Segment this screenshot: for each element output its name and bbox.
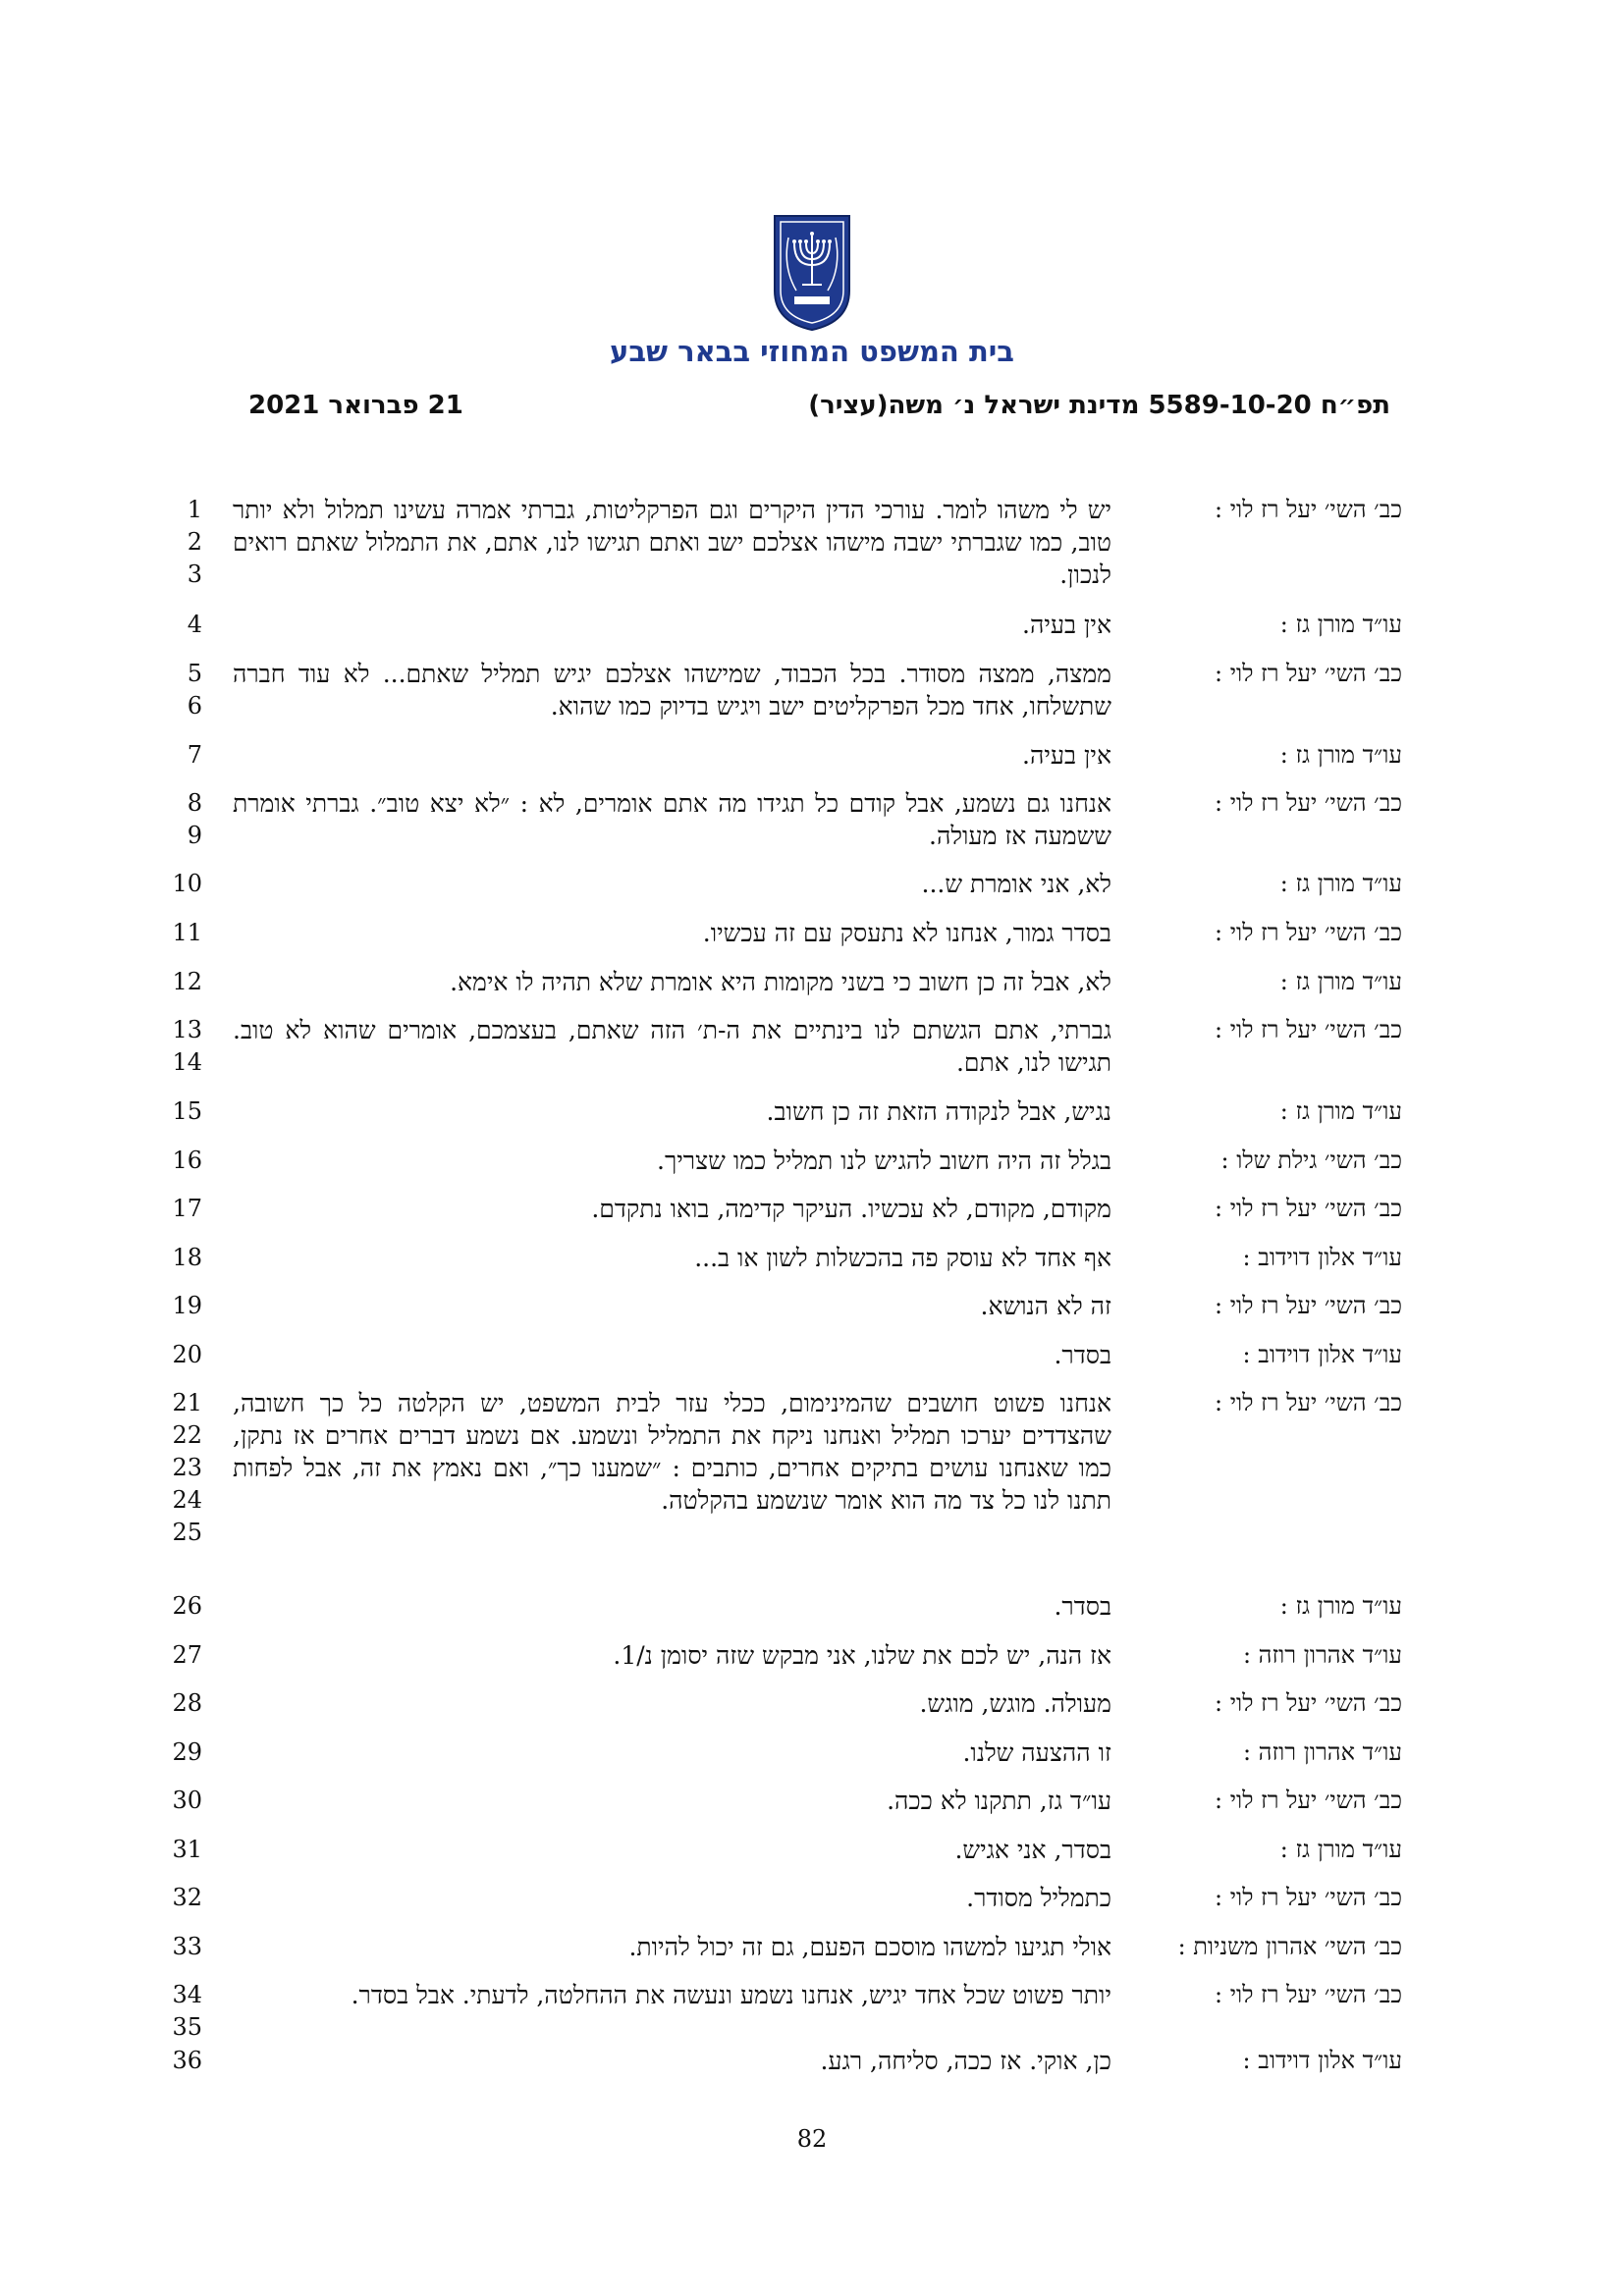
speech-text: יותר פשוט שכל אחד יגיש, אנחנו נשמע ונעשה את ההחלטה, לדעתי. אבל בסדר.: [351, 1981, 1111, 2009]
speech-text: אנחנו גם נשמע, אבל קודם כל תגידו מה אתם אומרים, לא : ״לא יצא טוב״. גברתי אומרת ששמעה אז מעולה.: [233, 789, 1111, 850]
line-numbers: 7: [187, 741, 202, 769]
speaker-label: עו״ד אהרון רוזה :: [1242, 1738, 1402, 1766]
line-numbers: 21 22 23 24 25: [172, 1389, 202, 1546]
speech-text: גברתי, אתם הגשתם לנו בינתיים את ה-ת׳ הזה שאתם, בעצמכם, אומרים שהוא לא טוב. תגישו לנו, אתם.: [233, 1016, 1111, 1077]
speaker-label: עו״ד מורן גז :: [1279, 1836, 1402, 1863]
speaker-label: עו״ד מורן גז :: [1279, 741, 1402, 769]
speaker-label: כב׳ השי׳ יעל רז לוי :: [1215, 496, 1402, 523]
speech-text: כתמליל מסודר.: [966, 1884, 1111, 1912]
speech-text: אנחנו פשוט חושבים שהמינימום, ככלי עזר לבית המשפט, יש הקלטה כל כך חשובה, שהצדדים יערכו תמליל ואנחנו ניקח את התמליל ונשמע. אם נשמע דברים אחרים אז נתקן, כמו שאנחנו עושים בתיקים אחרים, כותבים : ״שמענו כך״, ואם נאמץ את זה, אבל לפחות תתנו לנו כל צד מה הוא אומר שנשמע בהקלטה.: [233, 1389, 1111, 1515]
speech-text: בגלל זה היה חשוב להגיש לנו תמליל כמו שצריך.: [657, 1147, 1111, 1175]
speech-text: אין בעיה.: [1022, 741, 1111, 770]
line-numbers: 17: [172, 1195, 202, 1222]
line-numbers: 16: [172, 1147, 202, 1174]
speech-text: מעולה. מוגש, מוגש.: [919, 1689, 1111, 1718]
line-numbers: 1 2 3: [187, 496, 202, 588]
line-numbers: 36: [172, 2047, 202, 2074]
speaker-label: עו״ד מורן גז :: [1279, 1592, 1402, 1620]
speaker-label: עו״ד אלון דוידוב :: [1242, 1244, 1402, 1271]
speech-text: בסדר גמור, אנחנו לא נתעסק עם זה עכשיו.: [702, 919, 1111, 947]
speech-text: כן, אוקי. אז ככה, סליחה, רגע.: [820, 2047, 1111, 2075]
speech-text: זו ההצעה שלנו.: [962, 1738, 1111, 1767]
speech-text: בסדר.: [1054, 1341, 1111, 1369]
speaker-label: עו״ד מורן גז :: [1279, 968, 1402, 995]
speech-text: אף אחד לא עוסק פה בהכשלות לשון או ב...: [694, 1244, 1111, 1272]
speaker-label: כב׳ השי׳ יעל רז לוי :: [1215, 919, 1402, 946]
hearing-date: 21 פברואר 2021: [248, 391, 463, 420]
line-numbers: 28: [172, 1689, 202, 1717]
speech-text: בסדר.: [1054, 1592, 1111, 1621]
line-numbers: 13 14: [172, 1016, 202, 1076]
speech-text: זה לא הנושא.: [980, 1292, 1111, 1320]
court-name: בית המשפט המחוזי בבאר שבע: [610, 335, 1014, 368]
speaker-label: עו״ד מורן גז :: [1279, 1097, 1402, 1125]
line-numbers: 34 35: [172, 1981, 202, 2041]
speech-text: מקודם, מקודם, לא עכשיו. העיקר קדימה, בואו נתקדם.: [591, 1195, 1111, 1223]
line-numbers: 5 6: [187, 660, 202, 720]
line-numbers: 26: [172, 1592, 202, 1620]
speaker-label: כב׳ השי׳ יעל רז לוי :: [1215, 1981, 1402, 2008]
line-numbers: 15: [172, 1097, 202, 1125]
speaker-label: כב׳ השי׳ גילת שלו :: [1220, 1147, 1402, 1174]
line-numbers: 32: [172, 1884, 202, 1911]
speech-text: ממצה, ממצה מסודר. בכל הכבוד, שמישהו אצלכם יגיש תמליל שאתם... לא עוד חברה שתשלחו, אחד מכל הפרקליטים ישב ויגיש בדיוק כמו שהוא.: [233, 660, 1111, 721]
speech-text: יש לי משהו לומר. עורכי הדין היקרים וגם הפרקליטות, גברתי אמרה עשינו תמלול ולא יותר טוב, כמו שגברתי ישבה מישהו אצלכם ישב ואתם תגישו לנו, אתם, את התמלול שאתם רואים לנכון.: [233, 496, 1111, 589]
speaker-label: עו״ד אהרון רוזה :: [1242, 1641, 1402, 1669]
speaker-label: כב׳ השי׳ יעל רז לוי :: [1215, 1884, 1402, 1911]
line-numbers: 10: [172, 870, 202, 897]
speaker-label: עו״ד אלון דוידוב :: [1242, 1341, 1402, 1368]
speaker-label: כב׳ השי׳ יעל רז לוי :: [1215, 1292, 1402, 1319]
line-numbers: 8 9: [187, 789, 202, 849]
speaker-label: כב׳ השי׳ יעל רז לוי :: [1215, 1016, 1402, 1043]
speaker-label: כב׳ השי׳ יעל רז לוי :: [1215, 660, 1402, 687]
speaker-label: עו״ד מורן גז :: [1279, 611, 1402, 638]
line-numbers: 27: [172, 1641, 202, 1669]
case-number-title: תפ״ח 5589-10-20 מדינת ישראל נ׳ משה(עציר): [808, 391, 1390, 420]
line-numbers: 20: [172, 1341, 202, 1368]
speech-text: אז הנה, יש לכם את שלנו, אני מבקש שזה יסומן נ/1.: [613, 1641, 1111, 1670]
line-numbers: 11: [172, 919, 202, 946]
speaker-label: כב׳ השי׳ יעל רז לוי :: [1215, 1195, 1402, 1222]
line-numbers: 12: [172, 968, 202, 995]
line-numbers: 30: [172, 1787, 202, 1814]
speech-text: בסדר, אני אגיש.: [954, 1836, 1111, 1864]
line-numbers: 4: [187, 611, 202, 638]
speaker-label: כב׳ השי׳ יעל רז לוי :: [1215, 1389, 1402, 1416]
line-numbers: 31: [172, 1836, 202, 1863]
speech-text: לא, אני אומרת ש...: [921, 870, 1111, 898]
speech-text: עו״ד גז, תתקנו לא ככה.: [887, 1787, 1111, 1815]
speaker-label: עו״ד מורן גז :: [1279, 870, 1402, 897]
speech-text: אין בעיה.: [1022, 611, 1111, 639]
speaker-label: עו״ד אלון דוידוב :: [1242, 2047, 1402, 2074]
page-number: 82: [796, 2125, 828, 2153]
speech-text: נגיש, אבל לנקודה הזאת זה כן חשוב.: [766, 1097, 1111, 1126]
speaker-label: כב׳ השי׳ יעל רז לוי :: [1215, 789, 1402, 817]
line-numbers: 19: [172, 1292, 202, 1319]
speaker-label: כב׳ השי׳ אהרון משניות :: [1177, 1933, 1402, 1960]
speaker-label: כב׳ השי׳ יעל רז לוי :: [1215, 1689, 1402, 1717]
line-numbers: 33: [172, 1933, 202, 1960]
line-numbers: 29: [172, 1738, 202, 1766]
speech-text: אולי תגיעו למשהו מוסכם הפעם, גם זה יכול להיות.: [628, 1933, 1111, 1961]
speaker-label: כב׳ השי׳ יעל רז לוי :: [1215, 1787, 1402, 1814]
speech-text: לא, אבל זה כן חשוב כי בשני מקומות היא אומרת שלא תהיה לו אימא.: [450, 968, 1111, 996]
line-numbers: 18: [172, 1244, 202, 1271]
